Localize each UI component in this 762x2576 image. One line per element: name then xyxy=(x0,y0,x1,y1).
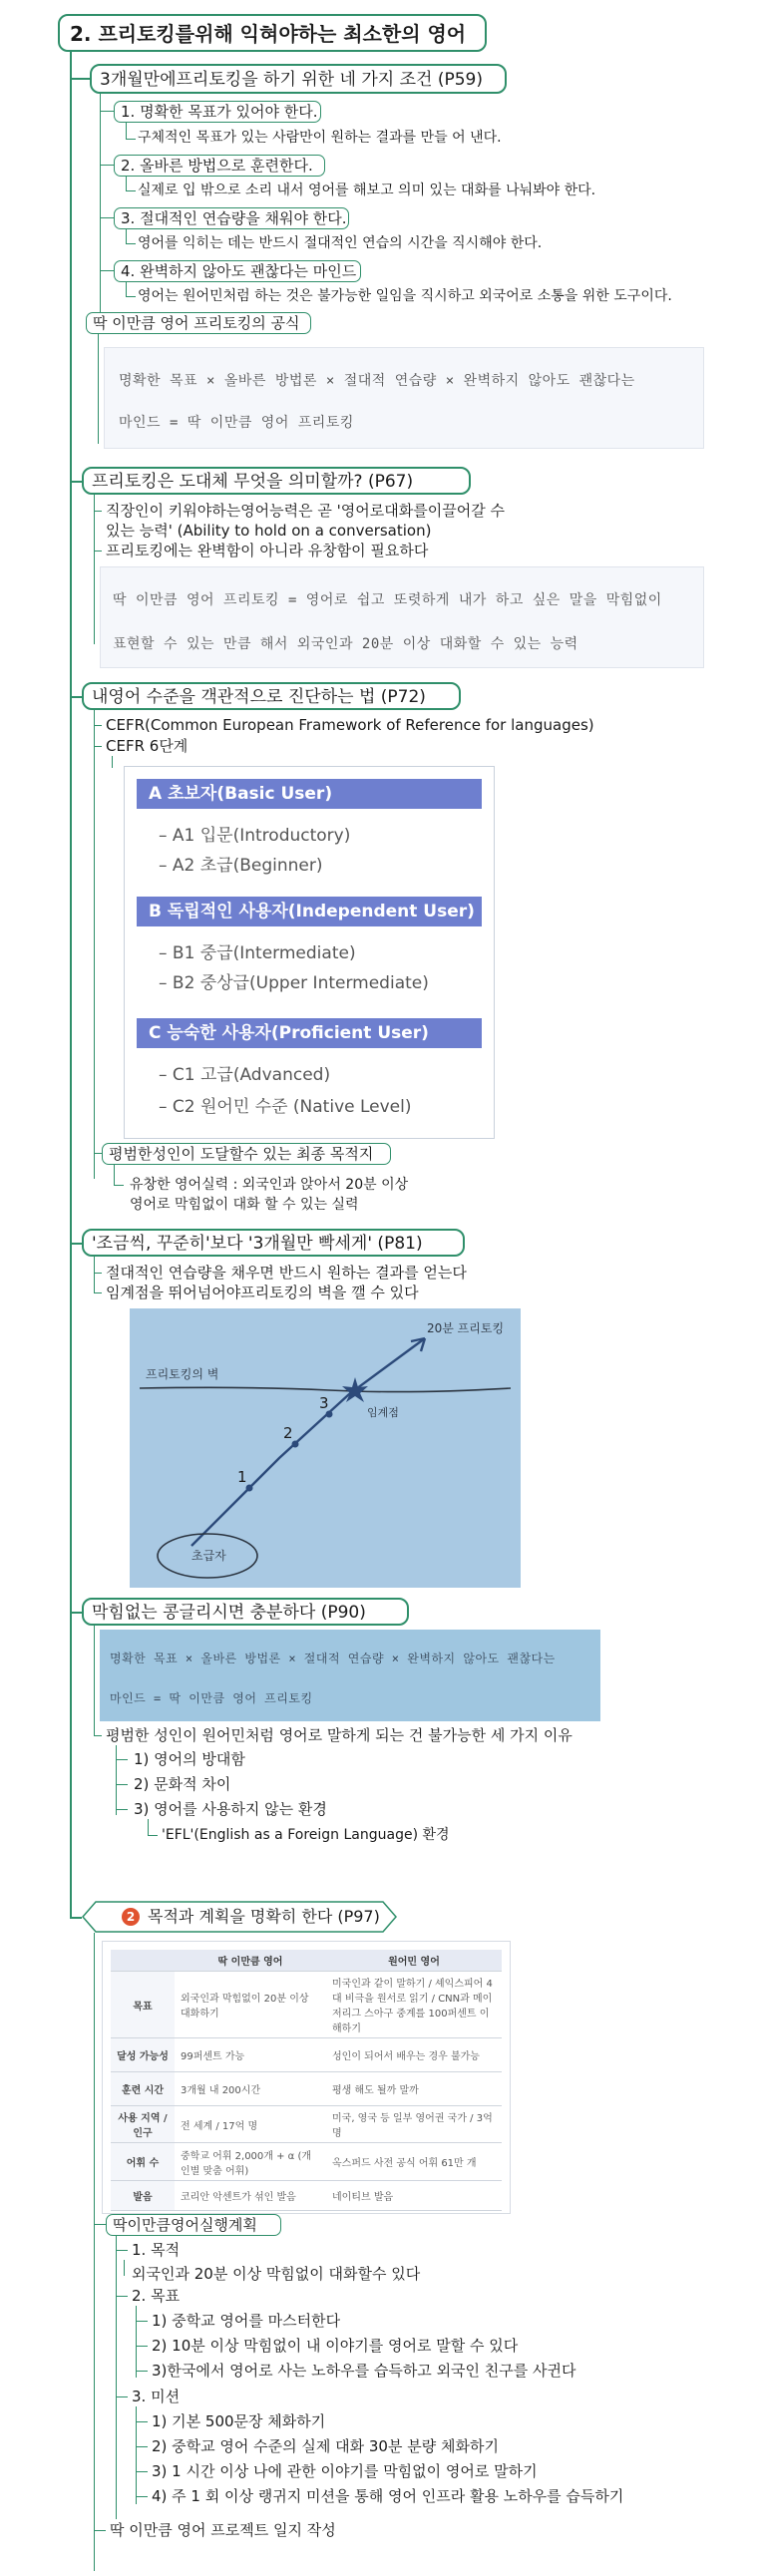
table-cell: 전 세계 / 17억 명 xyxy=(175,2106,326,2143)
section-title: 3개월만에프리토킹을 하기 위한 네 가지 조건 (P59) xyxy=(100,70,483,90)
reason-item: 3) 영어를 사용하지 않는 환경 xyxy=(134,1800,327,1818)
connector xyxy=(116,1784,128,1785)
condition-desc: 실제로 입 밖으로 소리 내서 영어를 해보고 의미 있는 대화를 나눠봐야 한다. xyxy=(138,183,596,198)
connector xyxy=(116,2236,117,2519)
connector xyxy=(126,282,127,296)
formula-line: 마인드 = 딱 이만큼 영어 프리토킹 xyxy=(110,1691,313,1705)
purpose-label: 1. 목적 xyxy=(132,2241,181,2259)
section-node-p67[interactable] xyxy=(82,467,471,495)
section-title: '조금씩, 꾸준히'보다 '3개월만 빡세게' (P81) xyxy=(92,1234,423,1254)
table-cell: 평생 해도 될까 말까 xyxy=(326,2072,502,2106)
connector xyxy=(100,270,114,271)
connector xyxy=(70,1612,82,1614)
cefr-group-b-label: B 독립적인 사용자(Independent User) xyxy=(149,902,475,921)
section-title: 목적과 계획을 명확히 한다 (P97) xyxy=(148,1907,380,1926)
connector xyxy=(100,217,114,218)
table-header: 원어민 영어 xyxy=(326,1950,502,1972)
mission-label: 3. 미션 xyxy=(132,2388,181,2405)
table-cell: 99퍼센트 가능 xyxy=(175,2038,326,2072)
connector xyxy=(70,78,92,80)
connector xyxy=(100,111,114,112)
section-node-p81[interactable] xyxy=(82,1229,465,1257)
connector xyxy=(116,1759,128,1760)
cefr-level-c1: – C1 고급(Advanced) xyxy=(159,1065,331,1085)
condition-desc: 구체적인 목표가 있는 사람만이 원하는 결과를 만들 어 낸다. xyxy=(138,130,502,146)
figure-background xyxy=(130,1308,521,1588)
connector xyxy=(136,2321,148,2322)
root-title[interactable] xyxy=(58,14,487,52)
connector xyxy=(126,296,136,297)
cefr-group-a-header xyxy=(137,779,482,809)
section-trunk xyxy=(94,1626,95,1735)
definition-line: 있는 능력' (Ability to hold on a conversation) xyxy=(106,522,432,540)
goal-line: 유창한 영어실력 : 외국인과 앉아서 20분 이상 xyxy=(130,1177,409,1193)
step-point xyxy=(246,1485,253,1492)
step-label: 1 xyxy=(237,1468,247,1486)
mission-item: 3) 1 시간 이상 나에 관한 이야기를 막힘없이 영어로 말하기 xyxy=(152,2462,538,2480)
condition-node-3[interactable] xyxy=(114,207,349,229)
table-header xyxy=(111,1950,175,1972)
condition-node-1[interactable] xyxy=(114,101,321,123)
table-cell: 네이티브 발음 xyxy=(326,2181,502,2211)
root-trunk xyxy=(70,52,72,1917)
reason-item: 1) 영어의 방대함 xyxy=(134,1750,245,1768)
connector xyxy=(148,1835,158,1836)
connector xyxy=(112,756,113,768)
section-node-p72[interactable] xyxy=(82,682,461,710)
practice-line: 절대적인 연습량을 채우면 반드시 원하는 결과를 얻는다 xyxy=(106,1264,467,1282)
project-journal: 딱 이만큼 영어 프로젝트 일지 작성 xyxy=(110,2521,336,2539)
cefr-level-a2: – A2 초급(Beginner) xyxy=(159,856,323,876)
table-row xyxy=(111,1972,502,2038)
connector xyxy=(148,1819,149,1835)
table-cell: 어휘 수 xyxy=(111,2143,175,2181)
cefr-steps: CEFR 6단계 xyxy=(106,737,189,755)
connector xyxy=(94,2530,106,2531)
connector xyxy=(116,1745,117,1815)
formula-node[interactable] xyxy=(86,312,311,334)
quote-line: 딱 이만큼 영어 프리토킹 = 영어로 쉽고 또렷하게 내가 하고 싶은 말을 막힘없이 xyxy=(113,592,662,608)
goal-title: 평범한성인이 도달할수 있는 최종 목적지 xyxy=(109,1145,374,1163)
connector xyxy=(100,165,114,166)
connector xyxy=(94,1735,102,1736)
section-trunk xyxy=(94,1933,95,2571)
table-cell: 미국, 영국 등 일부 영어권 국가 / 3억 명 xyxy=(326,2106,502,2143)
connector xyxy=(136,2446,148,2447)
target-label: 20분 프리토킹 xyxy=(427,1321,505,1335)
formula-line: 마인드 = 딱 이만큼 영어 프리토킹 xyxy=(119,415,354,431)
purpose-text: 외국인과 20분 이상 막힘없이 대화할수 있다 xyxy=(132,2265,421,2283)
goal-line: 영어로 막힘없이 대화 할 수 있는 실력 xyxy=(130,1197,359,1213)
number-badge xyxy=(122,1908,140,1926)
step-label: 3 xyxy=(319,1394,329,1412)
cefr-group-c-label: C 능숙한 사용자(Proficient User) xyxy=(149,1023,429,1043)
mission-item: 1) 기본 500문장 체화하기 xyxy=(152,2412,326,2430)
section-title: 프리토킹은 도대체 무엇을 의미할까? (P67) xyxy=(92,472,414,492)
condition-desc: 영어는 원어민처럼 하는 것은 불가능한 일임을 직시하고 외국어로 소통을 위한 도구이다. xyxy=(138,288,672,304)
plan-node[interactable] xyxy=(106,2214,281,2236)
section-trunk xyxy=(100,94,101,329)
wall-label: 프리토킹의 벽 xyxy=(146,1367,219,1381)
connector xyxy=(94,1273,102,1274)
table-cell: 성인이 되어서 배우는 경우 불가능 xyxy=(326,2038,502,2072)
formula-panel xyxy=(104,347,704,449)
goal-item: 2) 10분 이상 막힘없이 내 이야기를 영어로 말할 수 있다 xyxy=(152,2337,519,2355)
table-cell: 코리안 악센트가 섞인 발음 xyxy=(175,2181,326,2211)
cefr-group-b-header xyxy=(137,897,482,926)
definition-line: 직장인이 키워야하는영어능력은 곧 '영어로대화를이끌어갈 수 xyxy=(106,502,505,520)
quote-line: 표현할 수 있는 만큼 해서 외국인과 20분 이상 대화할 수 있는 능력 xyxy=(113,636,578,652)
table-cell: 외국인과 막힘없이 20분 이상 대화하기 xyxy=(175,1972,326,2038)
table-row xyxy=(111,2143,502,2181)
connector xyxy=(94,1292,102,1293)
cefr-level-b1: – B1 중급(Intermediate) xyxy=(159,943,356,963)
connector xyxy=(126,123,127,139)
condition-desc: 영어를 익히는 데는 반드시 절대적인 연습의 시간을 직시해야 한다. xyxy=(138,235,543,251)
condition-label: 4. 완벽하지 않아도 괜찮다는 마인드 xyxy=(121,262,357,280)
section-title: 내영어 수준을 객관적으로 진단하는 법 (P72) xyxy=(92,687,426,707)
condition-node-4[interactable] xyxy=(114,260,361,282)
connector xyxy=(116,2296,128,2297)
table-row xyxy=(111,2072,502,2106)
table-cell: 옥스퍼드 사전 공식 어휘 61만 개 xyxy=(326,2143,502,2181)
connector xyxy=(136,2471,148,2472)
critical-point-label: 임계점 xyxy=(367,1406,399,1419)
cefr-levels-card xyxy=(124,766,495,1139)
table-row xyxy=(111,2106,502,2143)
connector xyxy=(116,1809,128,1810)
connector xyxy=(94,2224,106,2225)
connector xyxy=(94,551,102,552)
connector xyxy=(126,139,136,140)
connector xyxy=(94,511,102,512)
definition-line: 프리토킹에는 완벽함이 아니라 유창함이 필요하다 xyxy=(106,542,429,559)
connector xyxy=(70,696,82,698)
connector xyxy=(136,2306,137,2378)
cefr-group-a-label: A 초보자(Basic User) xyxy=(149,784,333,804)
connector xyxy=(126,190,136,191)
table-cell: 중학교 어휘 2,000개 + α (개인별 맞춤 어휘) xyxy=(175,2143,326,2181)
section-node-p59[interactable] xyxy=(90,64,507,94)
table-cell: 사용 지역 / 인구 xyxy=(111,2106,175,2143)
step-point xyxy=(292,1441,299,1448)
condition-label: 1. 명확한 목표가 있어야 한다. xyxy=(121,103,318,121)
connector xyxy=(136,2421,148,2422)
connector xyxy=(116,2250,128,2251)
section-trunk xyxy=(94,710,95,1179)
connector xyxy=(98,334,99,444)
connector xyxy=(126,243,136,244)
table-cell: 훈련 시간 xyxy=(111,2072,175,2106)
connector xyxy=(124,2260,125,2276)
formula-line: 명확한 목표 × 올바른 방법론 × 절대적 연습량 × 완벽하지 않아도 괜찮다는 xyxy=(110,1652,556,1665)
connector xyxy=(94,1153,102,1154)
table-cell: 달성 가능성 xyxy=(111,2038,175,2072)
section-trunk xyxy=(94,495,95,644)
formula-line: 명확한 목표 × 올바른 방법론 × 절대적 연습량 × 완벽하지 않아도 괜찮다는 xyxy=(119,373,635,389)
cefr-level-a1: – A1 입문(Introductory) xyxy=(159,826,351,846)
reason-item: 2) 문화적 차이 xyxy=(134,1775,231,1793)
start-label: 초급자 xyxy=(191,1549,226,1563)
goal-item: 3)한국에서 영어로 사는 노하우를 습득하고 외국인 친구를 사귄다 xyxy=(152,2362,576,2380)
connector xyxy=(70,1243,82,1245)
formula-panel-blue xyxy=(100,1630,600,1721)
practice-line: 임계점을 뛰어넘어야프리토킹의 벽을 깰 수 있다 xyxy=(106,1284,419,1301)
critical-point-figure xyxy=(130,1308,521,1588)
section-node-p97[interactable] xyxy=(82,1901,397,1933)
goal-item: 1) 중학교 영어를 마스터한다 xyxy=(152,2312,341,2330)
badge-number: 2 xyxy=(126,1910,136,1924)
comparison-table-card xyxy=(102,1941,511,2214)
formula-title: 딱 이만큼 영어 프리토킹의 공식 xyxy=(93,314,300,332)
efl-note: 'EFL'(English as a Foreign Language) 환경 xyxy=(162,1827,450,1843)
table-cell: 3개월 내 200시간 xyxy=(175,2072,326,2106)
condition-label: 3. 절대적인 연습량을 채워야 한다. xyxy=(121,209,347,227)
connector xyxy=(116,2396,128,2397)
cefr-full: CEFR(Common European Framework of Reference for languages) xyxy=(106,716,594,734)
connector xyxy=(126,177,127,190)
table-cell: 발음 xyxy=(111,2181,175,2211)
condition-label: 2. 올바른 방법으로 훈련한다. xyxy=(121,157,313,175)
reason-title: 평범한 성인이 원어민처럼 영어로 말하게 되는 건 불가능한 세 가지 이유 xyxy=(106,1726,572,1744)
connector xyxy=(70,481,82,483)
connector xyxy=(114,1165,115,1185)
table-header-row xyxy=(111,1950,502,1972)
connector xyxy=(126,229,127,243)
freetalking-quote-panel xyxy=(100,566,704,668)
connector xyxy=(94,725,102,726)
section-trunk xyxy=(94,1257,95,1292)
connector xyxy=(94,746,102,747)
section-title: 막힘없는 콩글리시면 충분하다 (P90) xyxy=(92,1603,366,1623)
table-row xyxy=(111,2038,502,2072)
table-cell: 목표 xyxy=(111,1972,175,2038)
condition-node-2[interactable] xyxy=(114,155,325,177)
connector xyxy=(136,2496,148,2497)
mission-item: 4) 주 1 회 이상 랭귀지 미션을 통해 영어 인프라 활용 노하우를 습득하기 xyxy=(152,2487,624,2505)
goal-node[interactable] xyxy=(102,1143,391,1165)
comparison-table xyxy=(111,1950,502,2211)
cefr-level-c2: – C2 원어민 수준 (Native Level) xyxy=(159,1097,412,1117)
table-header: 딱 이만큼 영어 xyxy=(175,1950,326,1972)
table-row xyxy=(111,2181,502,2211)
cefr-level-b2: – B2 중상급(Upper Intermediate) xyxy=(159,973,429,993)
connector xyxy=(136,2371,148,2372)
table-cell: 미국인과 같이 말하기 / 셰익스피어 4대 비극을 원서로 읽기 / CNN과 메이저리그 스아구 중계를 100퍼센트 이해하기 xyxy=(326,1972,502,2038)
section-node-p90[interactable] xyxy=(82,1598,409,1626)
goal-label: 2. 목표 xyxy=(132,2287,181,2305)
root-title-text: 2. 프리토킹를위해 익혀야하는 최소한의 영어 xyxy=(70,22,467,46)
mission-item: 2) 중학교 영어 수준의 실제 대화 30분 분량 체화하기 xyxy=(152,2437,499,2455)
connector xyxy=(70,1917,82,1919)
step-label: 2 xyxy=(283,1424,293,1442)
cefr-group-c-header xyxy=(137,1018,482,1048)
connector xyxy=(114,1185,124,1186)
plan-title: 딱이만큼영어실행계획 xyxy=(113,2216,257,2234)
connector xyxy=(136,2346,148,2347)
